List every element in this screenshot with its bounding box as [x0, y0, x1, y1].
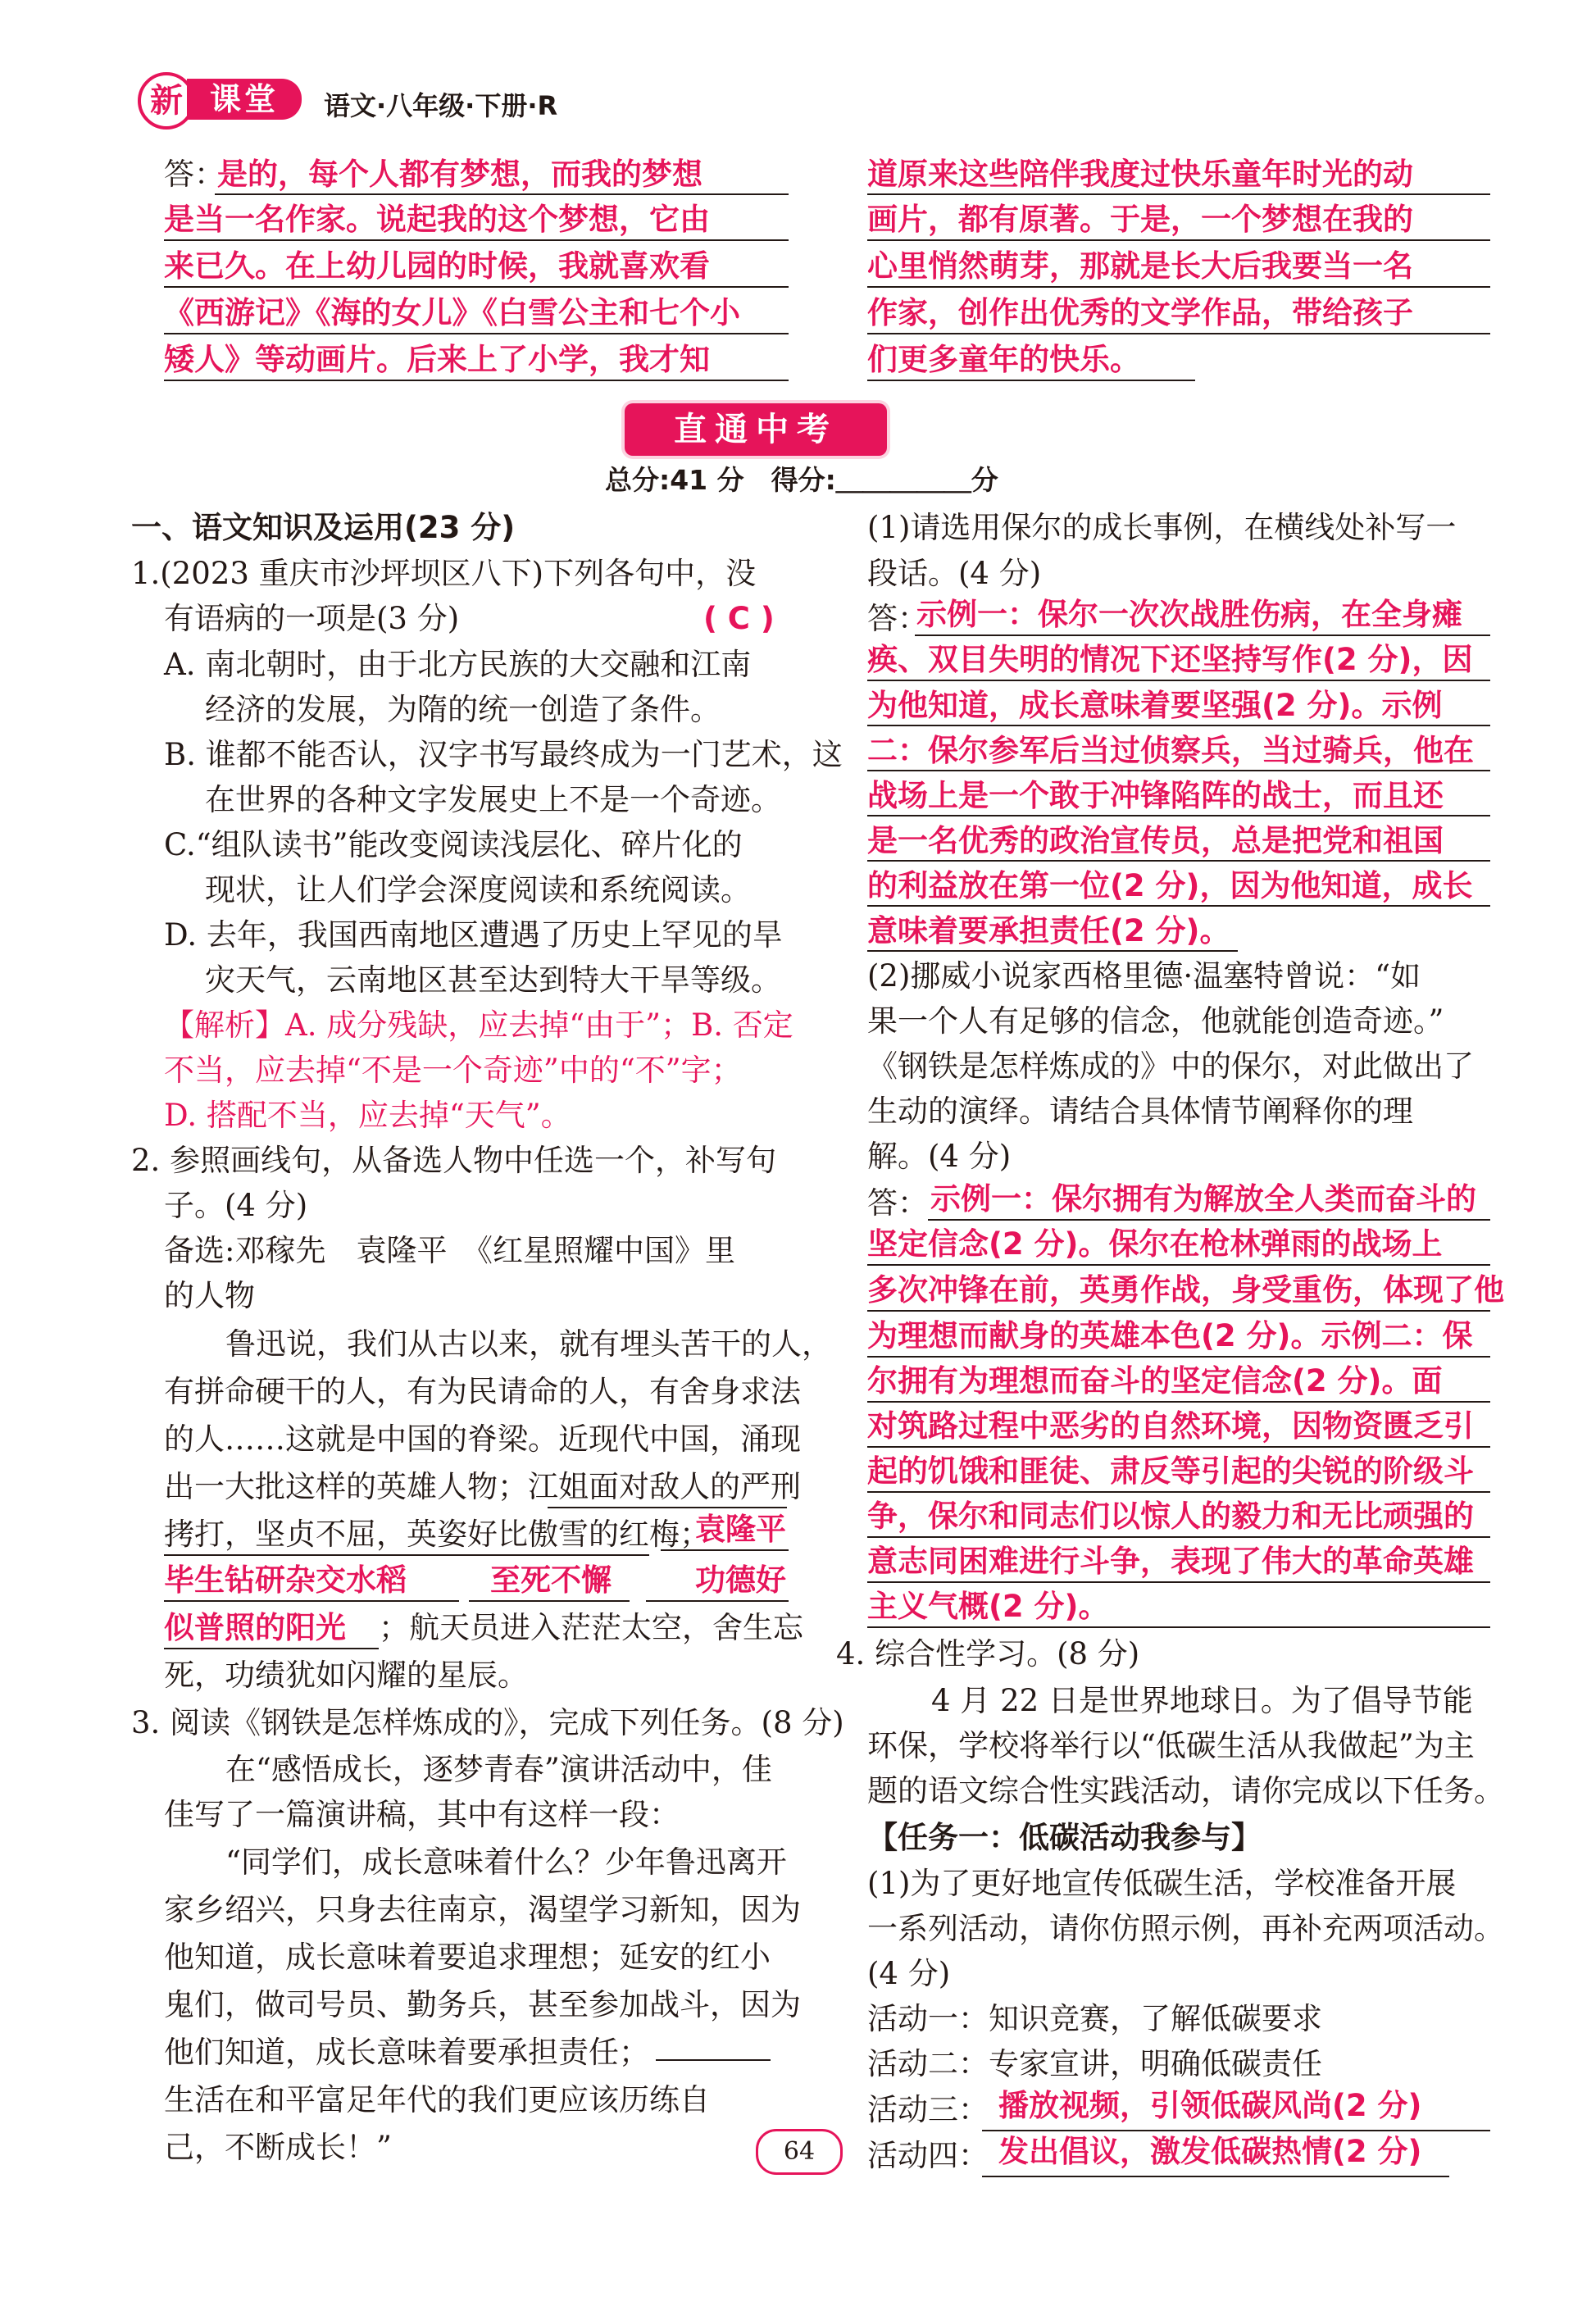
q2-candidates: 的人物 [164, 1278, 255, 1313]
q3-1-line: (1)请选用保尔的成长事例，在横线处补写一 [867, 510, 1457, 545]
activity-2: 活动二：专家宣讲，明确低碳责任 [867, 2046, 1322, 2081]
answer-line: 《西游记》《海的女儿》《白雪公主和七个小 [164, 295, 740, 330]
section-title: 一、语文知识及运用(23 分) [131, 510, 516, 545]
top-answer-label: 答： [164, 157, 225, 192]
q3-1-answer: 战场上是一个敢于冲锋陷阵的战士，而且还 [867, 778, 1444, 813]
logo-ketang: 课堂 [187, 79, 302, 120]
q3-1-answer: 痪、双目失明的情况下还坚持写作(2 分)，因 [867, 642, 1473, 677]
question-3-line: 3. 阅读《钢铁是怎样炼成的》，完成下列任务。(8 分) [131, 1705, 844, 1740]
q2-passage: 有拼命硬干的人，有为民请命的人，有舍身求法 [164, 1374, 801, 1409]
header-subtitle: 语文·八年级·下册·R [324, 90, 558, 121]
q3-2-answer: 尔拥有为理想而奋斗的坚定信念(2 分)。面 [867, 1363, 1443, 1399]
q1-option-c: 现状，让人们学会深度阅读和系统阅读。 [205, 872, 751, 907]
q3-2-answer: 起的饥饿和匪徒、肃反等引起的尖锐的阶级斗 [867, 1453, 1474, 1489]
q3-quote: “同学们，成长意味着什么？少年鲁迅离开 [225, 1844, 787, 1880]
q2-passage: 的人……这就是中国的脊梁。近现代中国，涌现 [164, 1421, 801, 1457]
q2-candidates: 备选:邓稼先 袁隆平 《红星照耀中国》里 [164, 1233, 735, 1268]
answer-line: 们更多童年的快乐。 [867, 342, 1140, 377]
answer-line: 是的，每个人都有梦想，而我的梦想 [217, 157, 703, 192]
answer-line: 心里悄然萌芽，那就是长大后我要当一名 [867, 248, 1413, 284]
q3-1-answer: 二：保尔参军后当过侦察兵，当过骑兵，他在 [867, 733, 1474, 768]
q1-analysis: 不当，应去掉“不是一个奇迹”中的“不”字； [164, 1053, 742, 1088]
q3-2-answer: 意志同困难进行斗争，表现了伟大的革命英雄 [867, 1544, 1474, 1579]
q4-intro: 题的语文综合性实践活动，请你完成以下任务。 [867, 1773, 1504, 1808]
q3-1-answer: 是一名优秀的政治宣传员，总是把党和祖国 [867, 823, 1444, 858]
q3-intro: 佳写了一篇演讲稿，其中有这样一段： [164, 1797, 680, 1832]
q3-2-answer: 示例一：保尔拥有为解放全人类而奋斗的 [930, 1181, 1476, 1217]
q3-quote: 家乡绍兴，只身去往南京，渴望学习新知，因为 [164, 1892, 801, 1927]
q3-2-line: 生动的演绎。请结合具体情节阐释你的理 [867, 1094, 1413, 1129]
logo-xin: 新 [138, 72, 195, 130]
answer-line: 道原来这些陪伴我度过快乐童年时光的动 [867, 157, 1413, 192]
page-number: 64 [756, 2129, 843, 2175]
q1-analysis: 【解析】A. 成分残缺，应去掉“由于”；B. 否定 [164, 1007, 793, 1043]
q3-2-answer: 为理想而献身的英雄本色(2 分)。示例二：保 [867, 1318, 1473, 1353]
q3-quote: 己，不断成长！” [164, 2130, 392, 2165]
q3-quote: 他们知道，成长意味着要承担责任； [164, 2035, 649, 2070]
q3-2-label: 答： [867, 1185, 928, 1221]
q3-2-answer: 对筑路过程中恶劣的自然环境，因物资匮乏引 [867, 1408, 1474, 1444]
q2-passage-tail: ；航天员进入茫茫太空，舍生忘 [379, 1610, 803, 1645]
answer-line: 是当一名作家。说起我的这个梦想，它由 [164, 202, 710, 237]
task-1-title: 【任务一：低碳活动我参与】 [867, 1820, 1262, 1855]
question-1-line: 有语病的一项是(3 分) [164, 601, 460, 636]
question-2-line: 2. 参照画线句，从备选人物中任选一个，补写句 [131, 1143, 777, 1178]
answer-line: 来已久。在上幼儿园的时候，我就喜欢看 [164, 248, 710, 284]
q3-2-answer: 多次冲锋在前，英勇作战，身受重伤，体现了他 [867, 1272, 1504, 1308]
q3-1-answer: 意味着要承担责任(2 分)。 [867, 913, 1230, 948]
q1-option-a: 经济的发展，为隋的统一创造了条件。 [205, 692, 721, 727]
q3-2-answer: 坚定信念(2 分)。保尔在枪林弹雨的战场上 [867, 1226, 1443, 1262]
q3-quote: 他知道，成长意味着要追求理想；延安的红小 [164, 1940, 771, 1975]
activity-4-answer: 发出倡议，激发低碳热情(2 分) [998, 2134, 1422, 2169]
q2-fill: 似普照的阳光 [164, 1610, 346, 1645]
q3-quote: 鬼们，做司号员、勤务兵，甚至参加战斗，因为 [164, 1987, 801, 2022]
q3-2-answer: 争，保尔和同志们以惊人的毅力和无比顽强的 [867, 1499, 1474, 1534]
q1-answer: ( C ) [703, 601, 775, 636]
brand-logo [130, 69, 310, 126]
score-line: 总分:41 分 得分:＿＿＿＿＿分 [605, 464, 998, 496]
task-1-question: 一系列活动，请你仿照示例，再补充两项活动。 [867, 1911, 1504, 1946]
q2-fill: 功德好 [695, 1562, 786, 1598]
answer-line: 画片，都有原著。于是，一个梦想在我的 [867, 202, 1413, 237]
q4-intro: 环保，学校将举行以“低碳生活从我做起”为主 [867, 1728, 1475, 1763]
q3-quote: 生活在和平富足年代的我们更应该历练自 [164, 2082, 710, 2117]
q3-1-answer: 的利益放在第一位(2 分)，因为他知道，成长 [867, 868, 1473, 903]
q3-2-line: 《钢铁是怎样炼成的》中的保尔，对此做出了 [867, 1048, 1474, 1084]
q2-passage: 拷打，坚贞不屈，英姿好比傲雪的红梅； [164, 1517, 710, 1552]
q1-option-a: A. 南北朝时，由于北方民族的大交融和江南 [164, 647, 752, 682]
section-banner: 直通中考 [625, 403, 887, 456]
q2-passage: 出一大批这样的英雄人物；江姐面对敌人的严刑 [164, 1469, 801, 1504]
question-2-line: 子。(4 分) [164, 1188, 308, 1223]
activity-3-answer: 播放视频，引领低碳风尚(2 分) [998, 2088, 1422, 2123]
q3-intro: 在“感悟成长，逐梦青春”演讲活动中，佳 [225, 1752, 772, 1787]
q1-option-b: 在世界的各种文字发展史上不是一个奇迹。 [205, 782, 781, 817]
activity-4-label: 活动四： [867, 2138, 989, 2173]
q2-fill: 毕生钻研杂交水稻 [164, 1562, 407, 1598]
activity-1: 活动一：知识竞赛，了解低碳要求 [867, 2001, 1322, 2036]
q3-2-line: 解。(4 分) [867, 1139, 1012, 1174]
q2-fill: 至死不懈 [490, 1562, 612, 1598]
activity-3-label: 活动三： [867, 2092, 989, 2127]
q1-option-d: D. 去年，我国西南地区遭遇了历史上罕见的旱 [164, 917, 783, 953]
q2-passage-tail: 死，功绩犹如闪耀的星辰。 [164, 1658, 528, 1693]
q1-option-b: B. 谁都不能否认，汉字书写最终成为一门艺术，这 [164, 737, 843, 772]
q3-1-answer: 示例一：保尔一次次战胜伤病，在全身瘫 [916, 597, 1462, 632]
task-1-question: (4 分) [867, 1956, 951, 1991]
q3-1-label: 答： [867, 601, 928, 636]
q1-option-d: 灾天气，云南地区甚至达到特大干旱等级。 [205, 962, 781, 998]
q3-2-answer: 主义气概(2 分)。 [867, 1589, 1109, 1624]
q3-1-answer: 为他知道，成长意味着要坚强(2 分)。示例 [867, 688, 1443, 723]
answer-line: 矮人》等动画片。后来上了小学，我才知 [164, 342, 710, 377]
q3-2-line: (2)挪威小说家西格里德·温塞特曾说：“如 [867, 958, 1421, 994]
q2-passage: 鲁迅说，我们从古以来，就有埋头苦干的人， [225, 1326, 832, 1362]
q4-intro: 4 月 22 日是世界地球日。为了倡导节能 [931, 1683, 1473, 1718]
q1-option-c: C.“组队读书”能改变阅读浅层化、碎片化的 [164, 827, 743, 862]
question-4-line: 4. 综合性学习。(8 分) [836, 1636, 1140, 1672]
task-1-question: (1)为了更好地宣传低碳生活，学校准备开展 [867, 1866, 1457, 1901]
q1-analysis: D. 搭配不当，应去掉“天气”。 [164, 1098, 571, 1133]
question-1-line: 1.(2023 重庆市沙坪坝区八下)下列各句中，没 [131, 556, 757, 591]
q3-2-line: 果一个人有足够的信念，他就能创造奇迹。” [867, 1003, 1444, 1039]
q2-fill: 袁隆平 [695, 1512, 786, 1547]
answer-line: 作家，创作出优秀的文学作品，带给孩子 [867, 295, 1413, 330]
q3-1-line: 段话。(4 分) [867, 556, 1042, 591]
